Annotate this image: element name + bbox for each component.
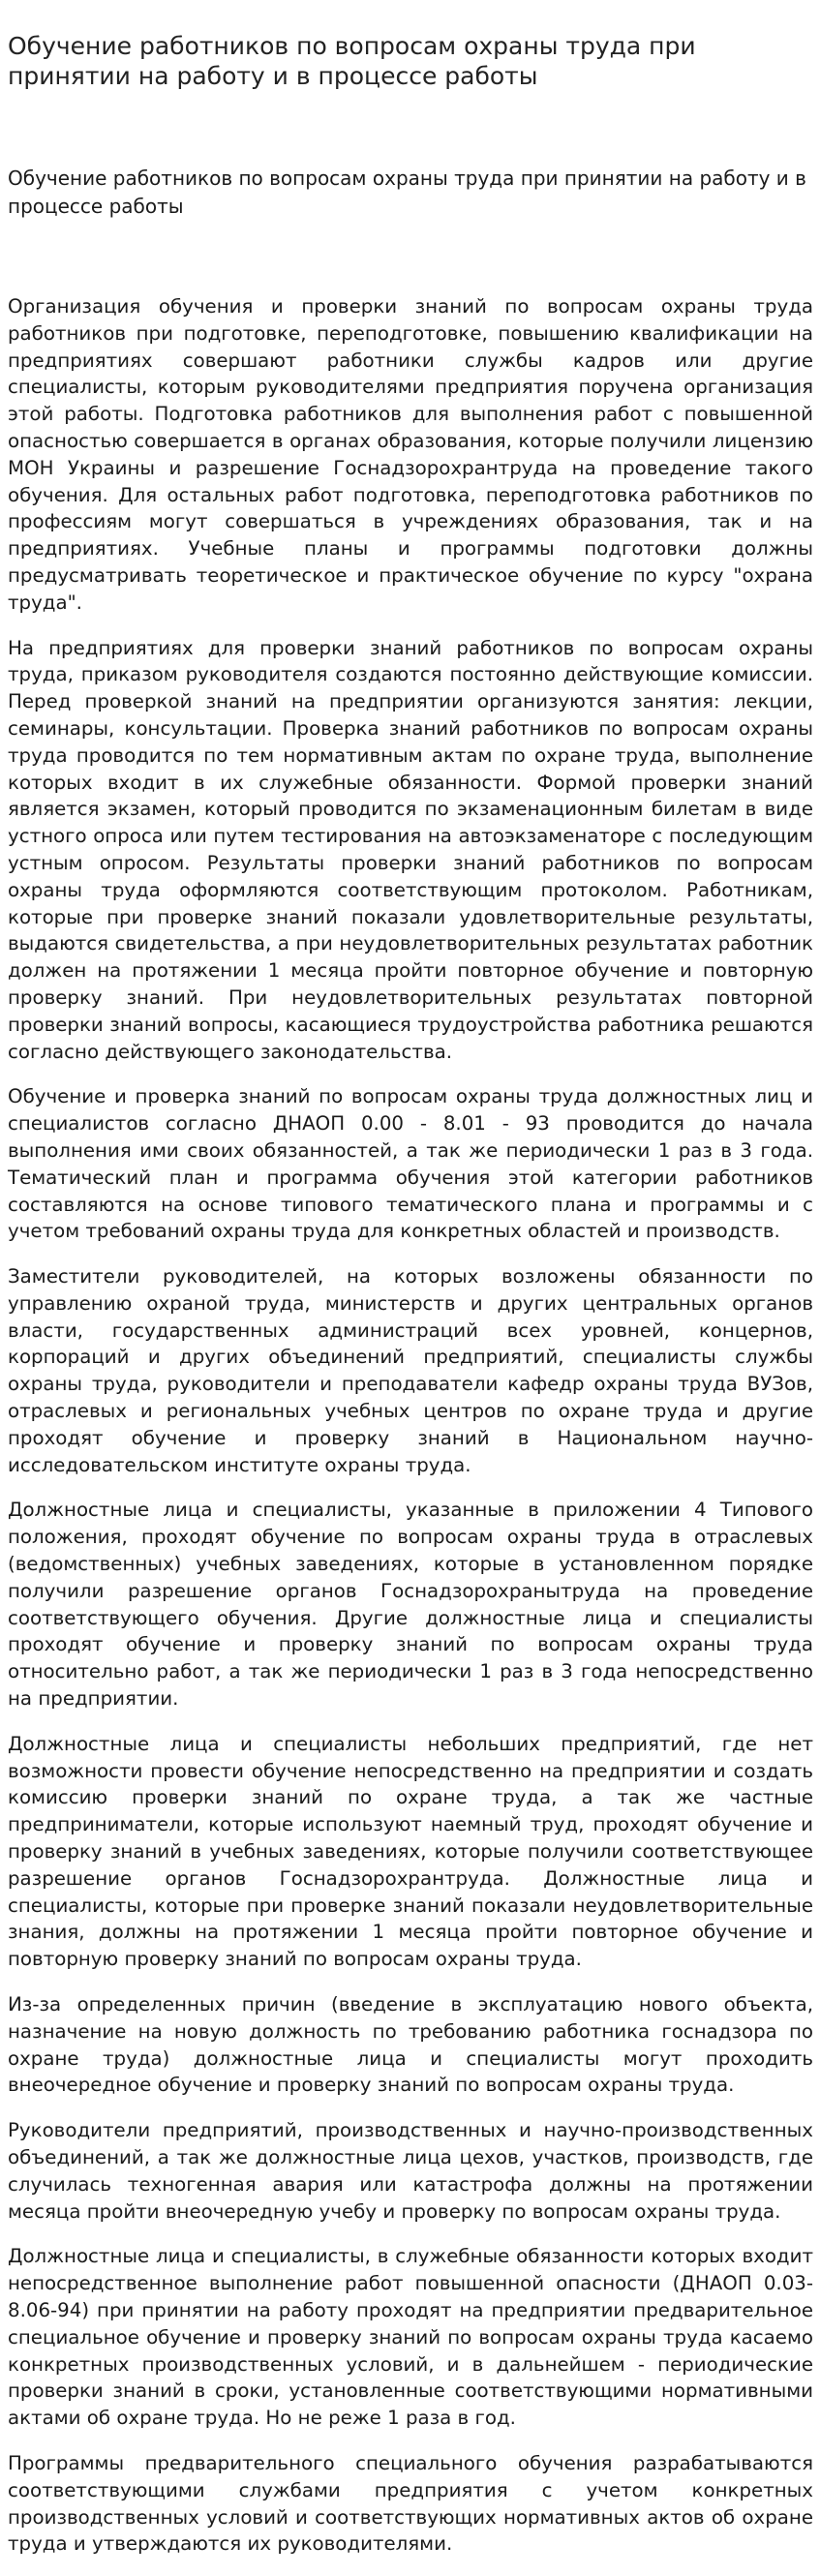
- paragraph-4: Заместители руководителей, на которых возложены обязанности по управлению охраной труда, министерств и других центральных органов власти, государственных администраций всех уровней, концернов, корпораций и других объединений предприятий, специалисты службы охраны труда, руководители и преподаватели кафедр охраны труда ВУЗов, отраслевых и региональных учебных центров по охране труда и другие проходят обучение и проверку знаний в Национальном научно-исследовательском институте охраны труда.: [8, 1265, 813, 1476]
- page-title: Обучение работников по вопросам охраны труда при принятии на работу и в процессе работы: [8, 32, 696, 90]
- article-body: [8, 293, 813, 2558]
- article: [8, 0, 813, 2576]
- paragraph-2: На предприятиях для проверки знаний работников по вопросам охраны труда, приказом руководителя создаются постоянно действующие комиссии. Перед проверкой знаний на предприятии организуются занятия: лекции, семинары, консультации. Проверка знаний работников по вопросам охраны труда проводится по тем нормативным актам по охране труда, выполнение которых входит в их служебные обязанности. Формой проверки знаний является экзамен, который проводится по экзаменационным билетам в виде устного опроса или путем тестирования на автоэкзаменаторе с последующим устным опросом. Результаты проверки знаний работников по вопросам охраны труда оформляются соответствующим протоколом. Работникам, которые при проверке знаний показали удовлетворительные результаты, выдаются свидетельства, а при неудовлетворительных результатах работник должен на протяжении 1 месяца пройти повторное обучение и повторную проверку знаний. При неудовлетворительных результатах повторной проверки знаний вопросы, касающиеся трудоустройства работника решаются согласно действующего законодательства.: [8, 636, 813, 1063]
- paragraph-8: Руководители предприятий, производственных и научно-производственных объединений, а так же должностные лица цехов, участков, производств, где случилась техногенная авария или катастрофа должны на протяжении месяца пройти внеочередную учебу и проверку по вопросам охраны труда.: [8, 2119, 813, 2223]
- paragraph-9: Должностные лица и специалисты, в служебные обязанности которых входит непосредственное выполнение работ повышенной опасности (ДНАОП 0.03-8.06-94) при принятии на работу проходят на предприятии предварительное специальное обучение и проверку знаний по вопросам охраны труда касаемо конкретных производственных условий, и в дальнейшем - периодические проверки знаний в сроки, установленные соответствующими нормативными актами об охране труда. Но не реже 1 раза в год.: [8, 2245, 813, 2430]
- paragraph-10: Программы предварительного специального обучения разрабатываются соответствующими службами предприятия с учетом конкретных производственных условий и соответствующих нормативных актов об охране труда и утверждаются их руководителями.: [8, 2451, 813, 2556]
- paragraph-5: Должностные лица и специалисты, указанные в приложении 4 Типового положения, проходят обучение по вопросам охраны труда в отраслевых (ведомственных) учебных заведениях, которые в установленном порядке получили разрешение органов Госнадзорохранытруда на проведение соответствующего обучения. Другие должностные лица и специалисты проходят обучение и проверку знаний по вопросам охраны труда относительно работ, а так же периодически 1 раз в 3 года непосредственно на предприятии.: [8, 1499, 813, 1711]
- article-subtitle: Обучение работников по вопросам охраны труда при принятии на работу и в процессе работы: [8, 167, 806, 218]
- paragraph-6: Должностные лица и специалисты небольших предприятий, где нет возможности провести обучение непосредственно на предприятии и создать комиссию проверки знаний по охране труда, а так же частные предприниматели, которые используют наемный труд, проходят обучение и проверку знаний в учебных заведениях, которые получили соответствующее разрешение органов Госнадзорохрантруда. Должностные лица и специалисты, которые при проверке знаний показали неудовлетворительные знания, должны на протяжении 1 месяца пройти повторное обучение и повторную проверку знаний по вопросам охраны труда.: [8, 1732, 813, 1971]
- paragraph-7: Из-за определенных причин (введение в эксплуатацию нового объекта, назначение на новую должность по требованию работника госнадзора по охране труда) должностные лица и специалисты могут проходить внеочередное обучение и проверку знаний по вопросам охраны труда.: [8, 1993, 813, 2097]
- paragraph-1: Организация обучения и проверки знаний по вопросам охраны труда работников при подготовке, переподготовке, повышению квалификации на предприятиях совершают работники службы кадров или другие специалисты, которым руководителями предприятия поручена организация этой работы. Подготовка работников для выполнения работ с повышенной опасностью совершается в органах образования, которые получили лицензию МОН Украины и разрешение Госнадзорохрантруда на проведение такого обучения. Для остальных работ подготовка, переподготовка работников по профессиям могут совершаться в учреждениях образования, так и на предприятиях. Учебные планы и программы подготовки должны предусматривать теоретическое и практическое обучение по курсу "охрана труда".: [8, 295, 813, 614]
- paragraph-3: Обучение и проверка знаний по вопросам охраны труда должностных лиц и специалистов согласно ДНАОП 0.00 - 8.01 - 93 проводится до начала выполнения ими своих обязанностей, а так же периодически 1 раз в 3 года. Тематический план и программа обучения этой категории работников составляются на основе типового тематического плана и программы и с учетом требований охраны труда для конкретных областей и производств.: [8, 1085, 813, 1243]
